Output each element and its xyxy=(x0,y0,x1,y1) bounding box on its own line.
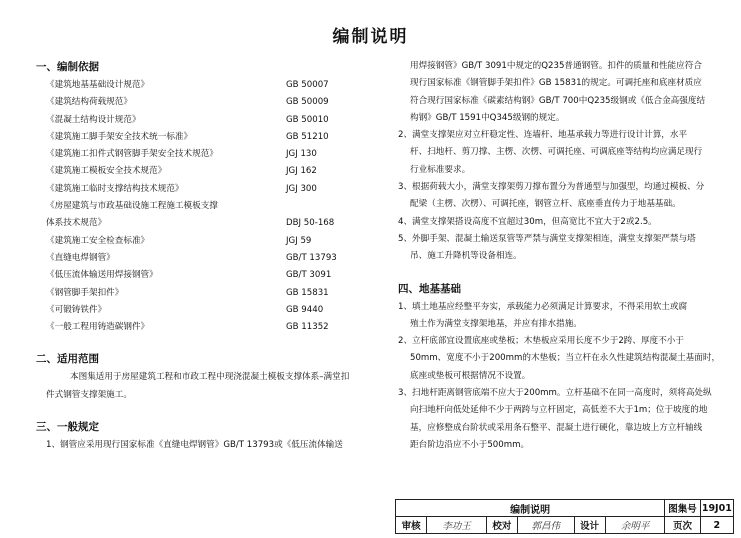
standard-code: JGJ 300 xyxy=(286,183,317,194)
section-3-body-left xyxy=(36,437,366,454)
standard-name: 《房屋建筑与市政基础设施工程施工模板支撑 xyxy=(46,201,218,212)
numbered-item xyxy=(398,179,718,214)
sheet-title: 编制说明 xyxy=(396,500,665,517)
review-signature: 李功王 xyxy=(427,517,487,534)
section-3-cont-line: 符合现行国家标准《碳素结构钢》GB/T 700中Q235级钢或《低合金高强度结 xyxy=(410,95,706,106)
standard-code: GB 50010 xyxy=(286,114,329,125)
standard-name: 《一般工程用铸造碳钢件》 xyxy=(46,322,150,333)
standard-name: 《直缝电焊钢管》 xyxy=(46,252,115,263)
item-line: 1、填土地基应经整平夯实，承载能力必须满足计算要求，不得采用软土或腐 xyxy=(398,301,688,312)
standard-code: GB 11352 xyxy=(286,322,329,333)
numbered-item xyxy=(398,214,718,231)
standard-code: GB 50009 xyxy=(286,97,329,108)
item-line: 底座或垫板可根据情况不设置。 xyxy=(410,370,531,381)
numbered-item xyxy=(398,385,718,454)
item-line: 2、满堂支撑架应对立杆稳定性、连墙杆、地基承载力等进行设计计算，水平 xyxy=(398,130,688,141)
standard-row xyxy=(36,198,366,215)
standard-code: GB/T 13793 xyxy=(286,252,337,263)
section-2-body xyxy=(36,369,366,404)
item-line: 3、根据荷载大小，满堂支撑架剪刀撑布置分为普通型与加强型，均通过模板、分 xyxy=(398,182,705,193)
item-line: 杆、扫地杆、剪刀撑、主楞、次楞、可调托座、可调底座等结构均应满足现行 xyxy=(410,147,703,158)
section-3-line: 1、钢管应采用现行国家标准《直缝电焊钢管》GB/T 13793或《低压流体输送 xyxy=(46,440,343,451)
item-line: 行业标准要求。 xyxy=(410,164,471,175)
standard-name: 《建筑地基基础设计规范》 xyxy=(46,80,150,90)
atlas-number: 19J01 xyxy=(700,500,733,517)
standard-code: GB/T 3091 xyxy=(286,270,332,281)
item-line: 吊、施工升降机等设备相连。 xyxy=(410,251,522,262)
check-signature: 郭昌伟 xyxy=(518,517,575,534)
section-3-title: 三、一般规定 xyxy=(36,421,99,434)
section-3-continued xyxy=(398,58,718,127)
item-line: 50mm、宽度不小于200mm的木垫板；当立杆在永久性建筑结构混凝土基面时， xyxy=(410,353,721,364)
standard-code: JGJ 130 xyxy=(286,149,317,160)
standard-code: GB 9440 xyxy=(286,304,324,315)
standard-row xyxy=(36,94,366,111)
standard-code: GB 50007 xyxy=(286,80,329,90)
standard-row xyxy=(36,215,366,232)
numbered-item xyxy=(398,231,718,266)
section-1-title: 一、编制依据 xyxy=(36,61,99,73)
standards-list xyxy=(36,77,366,336)
standard-name: 《混凝土结构设计规范》 xyxy=(46,114,141,125)
section-3-cont-line: 现行国家标准《钢管脚手架扣件》GB 15831的规定。可调托座和底座材质应 xyxy=(410,78,702,89)
page-title: 编制说明 xyxy=(332,27,409,47)
design-label: 设计 xyxy=(574,517,605,534)
numbered-item xyxy=(398,333,721,385)
standard-name: 《钢管脚手架扣件》 xyxy=(46,287,124,298)
section-3-cont-line: 用焊接钢管》GB/T 3091中规定的Q235普通钢管。扣件的质量和性能应符合 xyxy=(410,61,702,71)
item-line: 殖土作为满堂支撑架地基，并应有排水措施。 xyxy=(410,318,582,329)
standard-code: GB 51210 xyxy=(286,131,329,142)
standard-row xyxy=(36,319,366,336)
section-3-cont-line: 构钢》GB/T 1591中Q345级钢的规定。 xyxy=(410,112,565,123)
standard-name: 《低压流体输送用焊接钢管》 xyxy=(46,270,158,281)
page-label: 页次 xyxy=(665,517,700,534)
standard-name: 《建筑施工临时支撑结构技术规范》 xyxy=(46,183,184,194)
item-line: 距台阶边沿应不小于500mm。 xyxy=(410,439,530,450)
standard-code: DBJ 50-168 xyxy=(286,218,335,229)
standard-name: 《建筑施工扣件式钢管脚手架安全技术规范》 xyxy=(46,149,218,160)
section-4-items xyxy=(398,299,721,455)
item-line: 2、立杆底部宜设置底座或垫板；木垫板应采用长度不少于2跨、厚度不小于 xyxy=(398,336,684,347)
section-2-title: 二、适用范围 xyxy=(36,353,99,366)
title-block xyxy=(395,499,734,534)
design-signature: 余明平 xyxy=(605,517,665,534)
section-3-items xyxy=(398,127,718,265)
standard-row xyxy=(36,181,366,198)
page-number: 2 xyxy=(700,517,733,534)
standard-code: JGJ 59 xyxy=(286,235,312,246)
standard-name: 《建筑施工模板安全技术规范》 xyxy=(46,166,167,177)
standard-row xyxy=(36,112,366,129)
standard-code: GB 15831 xyxy=(286,287,329,298)
standard-row xyxy=(36,146,366,163)
right-column xyxy=(398,58,721,454)
left-column xyxy=(36,58,366,454)
section-2-line: 本图集适用于房屋建筑工程和市政工程中现浇混凝土模板支撑体系–满堂扣 xyxy=(70,372,350,383)
numbered-item xyxy=(398,127,718,179)
standard-row xyxy=(36,163,366,180)
item-line: 4、满堂支撑架搭设高度不宜超过30m，但高宽比不宜大于2或2.5。 xyxy=(398,216,657,227)
standard-name: 体系技术规范》 xyxy=(46,218,107,229)
standard-row xyxy=(36,250,366,267)
standard-row xyxy=(36,267,366,284)
section-2-line: 件式钢管支撑架施工。 xyxy=(46,389,132,400)
standard-row xyxy=(36,285,366,302)
review-label: 审核 xyxy=(396,517,427,534)
atlas-label: 图集号 xyxy=(665,500,700,517)
standard-name: 《建筑施工安全检查标准》 xyxy=(46,235,150,246)
standard-name: 《建筑结构荷载规范》 xyxy=(46,97,132,108)
item-line: 配梁（主楞、次楞）、可调托座，钢管立杆、底座垂直传力于地基基础。 xyxy=(410,199,681,210)
standard-name: 《建筑施工脚手架安全技术统一标准》 xyxy=(46,131,193,142)
item-line: 向扫地杆向低处延伸不少于两跨与立杆固定，高低差不大于1m；位于坡度的地 xyxy=(410,405,708,416)
standard-row xyxy=(36,302,366,319)
standard-row xyxy=(36,233,366,250)
item-line: 基，应修整成台阶状或采用条石整平、混凝土进行硬化，靠边坡上方立杆轴线 xyxy=(410,422,703,433)
standard-row xyxy=(36,129,366,146)
standard-code: JGJ 162 xyxy=(286,166,317,177)
check-label: 校对 xyxy=(486,517,517,534)
standard-name: 《可锻铸铁件》 xyxy=(46,304,107,315)
standard-row xyxy=(36,77,366,94)
numbered-item xyxy=(398,299,718,334)
section-4-title: 四、地基基础 xyxy=(398,282,461,295)
item-line: 5、外脚手架、混凝土输送泵管等严禁与满堂支撑架相连，满堂支撑架严禁与塔 xyxy=(398,233,696,244)
item-line: 3、扫地杆距离钢管底端不应大于200mm。立杆基础不在同一高度时，须将高处纵 xyxy=(398,388,712,399)
